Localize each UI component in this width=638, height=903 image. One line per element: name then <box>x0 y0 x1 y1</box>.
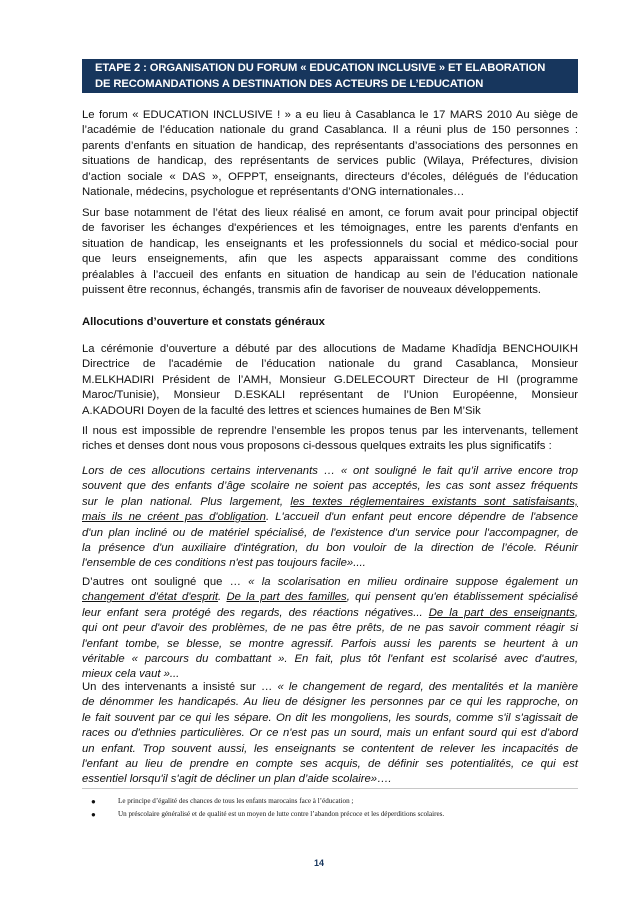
text-line: l'ensemble de ces conditions n'est pas toujours facile».... <box>82 557 366 570</box>
text-line: de dénommer les handicapés. Au lieu de désigner les personnes par ce qui les rapproche, on <box>82 696 578 709</box>
paragraph-quote-mindset <box>82 575 578 683</box>
text-line: Sur base notamment de l’état des lieux réalisé en amont, ce forum avait pour principal objectif <box>82 207 578 219</box>
paragraph-extracts-intro <box>82 424 578 455</box>
text-line: l'enfant au lieu de prendre en compte ses acquis, de définir ses potentialités, ce qui est <box>82 758 578 771</box>
text-line: races ou d'ethnies particulières. Or ce n'est pas un sourd, mais un enfant sourd qui est d'abord <box>82 727 578 740</box>
text-line: Il nous est impossible de reprendre l’ensemble les propos tenus par les intervenants, tellement <box>82 425 578 437</box>
underlined-text: les textes réglementaires existants sont satisfaisants, <box>290 495 578 508</box>
text-line: puissent être reconnus, échangés, transmis afin de favoriser de nouveaux développements. <box>82 284 542 297</box>
text-line: Un des intervenants a insisté sur … « le changement de regard, des mentalités et la manière <box>82 681 578 693</box>
text-line: Directrice de l'académie de l’éducation nationale du grand Casablanca, Monsieur <box>82 358 578 371</box>
underlined-text: De la part des enseignants <box>428 606 575 619</box>
paragraph-quote-perception <box>82 680 578 788</box>
text-line: parents d’enfants en situation de handicap, des représentants d’associations des personnes en <box>82 139 578 152</box>
text-line: leur enfant sera protégé des regards, des réactions négatives... De la part des enseignants, <box>82 606 578 619</box>
section-banner <box>82 59 578 93</box>
footnote-item <box>82 795 578 808</box>
paragraph-opening-speeches <box>82 342 578 419</box>
text-line: sur le plan national. Plus largement, les textes réglementaires existants sont satisfaisants, <box>82 495 578 508</box>
text-line: véritable « parcours du combattant ». En fait, plus tôt l'enfant est scolarisé avec d'autres, <box>82 653 578 666</box>
paragraph-forum-objective <box>82 206 578 298</box>
text-line: situations de handicap, des représentants de services public (Wilaya, Préfectures, division <box>82 155 578 168</box>
banner-line-1: ETAPE 2 : ORGANISATION DU FORUM « EDUCATION INCLUSIVE » ET ELABORATION <box>95 62 546 74</box>
text-line: la présence d'un auxiliaire d'intégration, du bon vouloir de la direction de l’école. Réunir <box>82 542 578 555</box>
underlined-text: De la part des familles <box>226 591 347 604</box>
text-line: Maroc/Tunisie), Monsieur D.ESKALI représentant de l’Union Européenne, Monsieur <box>82 389 578 402</box>
underlined-text: mais ils ne créent pas d'obligation <box>82 511 266 524</box>
section-heading: Allocutions d’ouverture et constats généraux <box>82 316 325 328</box>
text-line: La cérémonie d’ouverture a débuté par des allocutions de Madame Khadîdja BENCHOUIKH <box>82 343 578 355</box>
text-line: souvent que des enfants d’âge scolaire ne soient pas acceptés, les cas sont assez fréquents <box>82 480 578 493</box>
text-line: Le forum « EDUCATION INCLUSIVE ! » a eu lieu à Casablanca le 17 MARS 2010 Au siège de <box>82 109 578 121</box>
underlined-text: changement d'état d'esprit <box>82 591 219 604</box>
text-line: situation de handicap, les enseignants et les professionnels du social et médico-social pour <box>82 237 578 250</box>
footnote-text: Le principe d’égalité des chances de tous les enfants marocains face à l’éducation ; <box>118 797 354 805</box>
text-line: essentiel lorsqu'il s'agit de décliner un plan d’aide scolaire»…. <box>82 773 392 786</box>
text-line: A.KADOURI Doyen de la faculté des lettres et sciences humaines de Ben M’Sik <box>82 404 481 417</box>
text-line: Lors de ces allocutions certains intervenants … « ont souligné le fait qu’il arrive encore trop <box>82 465 578 477</box>
text-line: que leurs enseignements, afin que les aspects apparaissant comme des conditions <box>82 253 578 266</box>
footnote-item <box>82 808 578 821</box>
paragraph-forum-intro <box>82 108 578 200</box>
text-line: le fait souvent par ce qui les sépare. On dit les mongoliens, les sourds, comme s'il s'agissait de <box>82 711 578 724</box>
text-line: l’académie de l’éducation nationale du grand Casablanca. Il a réuni plus de 150 personnes : <box>82 124 578 137</box>
text-line: mais ils ne créent pas d'obligation. L'accueil d'un enfant peut encore dépendre de l'absence <box>82 511 578 524</box>
text-line: d’action sociale « DAS », OFPPT, enseignants, directeurs d’écoles, délégués de l’éducation <box>82 170 578 183</box>
text-line: changement d'état d'esprit. De la part des familles, qui pensent qu'en établissement spécialisé <box>82 591 579 604</box>
page-number: 14 <box>313 858 324 868</box>
text-line: Nationale, médecins, psychologue et représentants d’ONG internationales… <box>82 186 465 199</box>
text-line: un enfant. Trop souvent aussi, les enseignants se contentent de relever les incapacités de <box>82 742 578 755</box>
footnotes <box>82 788 578 821</box>
text-line: préalables à l’accueil des enfants en situation de handicap au sein de l’éducation nationale <box>82 268 578 281</box>
text-line: de favoriser les échanges d'expériences et les témoignages, entre les parents d'enfants en <box>82 222 578 235</box>
text-line: l'enfant tombe, se blesse, se montre agressif. Parfois aussi les parents se heurtent à un <box>82 637 578 650</box>
bullet-icon: ● <box>91 810 96 819</box>
bullet-icon: ● <box>91 797 96 806</box>
text-line: mieux cela vaut »... <box>82 668 180 681</box>
text-line: d'un plan incliné ou de matériel spécialisé, de l'existence d'un service pour l'accompagner, de <box>82 526 578 539</box>
footnote-text: Un préscolaire généralisé et de qualité est un moyen de lutte contre l’abandon précoce et les déperditions scolaires. <box>118 810 445 818</box>
text-line: D’autres ont souligné que … « la scolarisation en milieu ordinaire suppose également un <box>82 576 578 588</box>
text-line: riches et denses dont nous vous proposons ci-dessous quelques extraits les plus significatifs : <box>82 440 552 453</box>
text-line: M.ELKHADIRI Président de l’AMH, Monsieur G.DELECOURT Directeur de HI (programme <box>82 373 578 386</box>
text-line: qui ont peur d'avoir des problèmes, de ne pas être prêts, de ne pas savoir comment réagir si <box>82 622 578 635</box>
banner-line-2: DE RECOMANDATIONS A DESTINATION DES ACTEURS DE L’EDUCATION <box>95 77 484 90</box>
paragraph-quote-obligation <box>82 464 578 572</box>
